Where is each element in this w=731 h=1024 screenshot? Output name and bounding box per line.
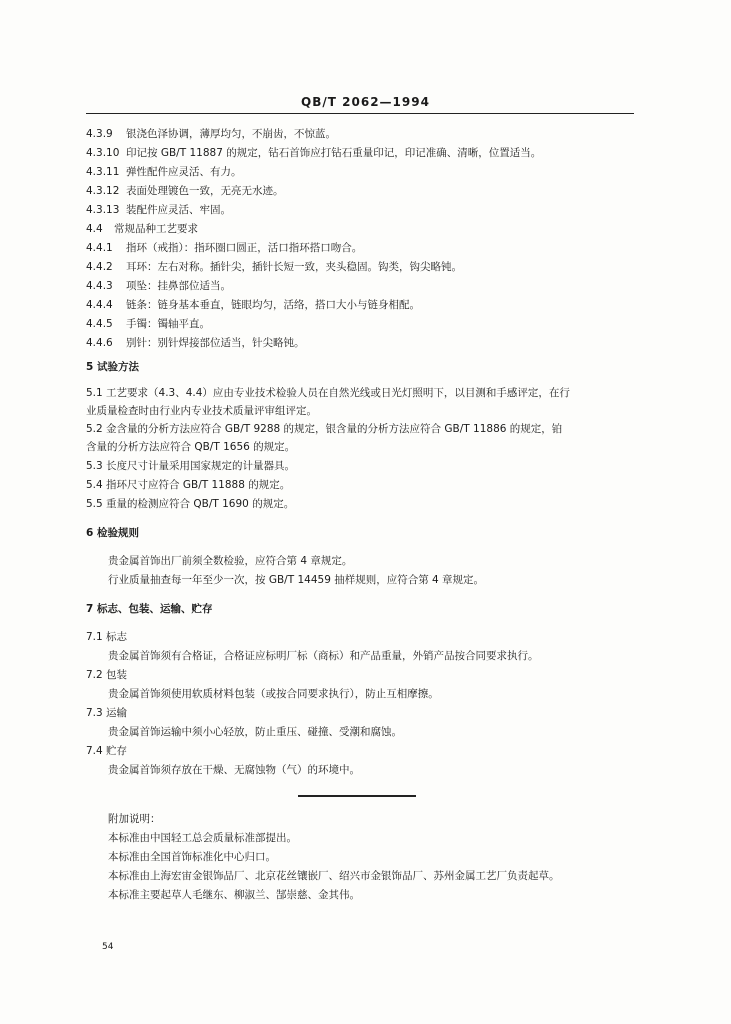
clause-4-4: 4.4 常规品种工艺要求 <box>86 223 198 235</box>
clause-5-5: 5.5 重量的检测应符合 QB/T 1690 的规定。 <box>86 498 295 510</box>
clause-4-4-5: 4.4.5 手镯：镯轴平直。 <box>86 318 210 330</box>
page-header: QB/T 2062—1994 <box>301 95 430 109</box>
end-rule <box>298 795 416 797</box>
page-number: 54 <box>102 942 114 952</box>
clause-4-4-1: 4.4.1 指环（戒指）：指环圈口圆正，活口指环搭口吻合。 <box>86 242 363 254</box>
clause-4-4-6: 4.4.6 别针：别针焊接部位适当，针尖略钝。 <box>86 337 305 349</box>
section-6-para-1: 贵金属首饰出厂前须全数检验，应符合第 4 章规定。 <box>108 555 353 567</box>
clause-4-3-11: 4.3.11 弹性配件应灵活、有力。 <box>86 166 242 178</box>
clause-4-4-2: 4.4.2 耳环：左右对称。插针尖，插针长短一致，夹头稳固。钩类，钩尖略钝。 <box>86 261 462 273</box>
clause-7-1-title: 7.1 标志 <box>86 631 128 643</box>
clause-5-4: 5.4 指环尺寸应符合 GB/T 11888 的规定。 <box>86 479 291 491</box>
clause-5-2-line1: 5.2 金含量的分析方法应符合 GB/T 9288 的规定，银含量的分析方法应符合 GB/T 11886 的规定，铂 <box>86 423 563 435</box>
header-rule <box>86 113 634 114</box>
clause-5-1-line1: 5.1 工艺要求（4.3、4.4）应由专业技术检验人员在自然光线或日光灯照明下，以目测和手感评定，在行 <box>86 387 570 399</box>
clause-7-2-title: 7.2 包装 <box>86 669 128 681</box>
notes-line-4: 本标准主要起草人毛继东、柳淑兰、郜崇慈、金其伟。 <box>108 889 360 901</box>
clause-4-4-3: 4.4.3 项坠：挂鼻部位适当。 <box>86 280 231 292</box>
notes-title: 附加说明： <box>108 813 161 825</box>
clause-7-2-text: 贵金属首饰须使用软质材料包装（或按合同要求执行），防止互相摩擦。 <box>108 688 439 700</box>
clause-4-3-12: 4.3.12 表面处理镀色一致，无亮无水迹。 <box>86 185 284 197</box>
clause-4-3-13: 4.3.13 装配件应灵活、牢固。 <box>86 204 231 216</box>
clause-7-3-title: 7.3 运输 <box>86 707 128 719</box>
clause-7-4-text: 贵金属首饰须存放在干燥、无腐蚀物（气）的环境中。 <box>108 764 360 776</box>
clause-7-3-text: 贵金属首饰运输中须小心轻放，防止重压、碰撞、受潮和腐蚀。 <box>108 726 402 738</box>
clause-7-1-text: 贵金属首饰须有合格证，合格证应标明厂标（商标）和产品重量，外销产品按合同要求执行。 <box>108 650 539 662</box>
section-6-para-2: 行业质量抽查每一年至少一次，按 GB/T 14459 抽样规则，应符合第 4 章规定。 <box>108 574 485 586</box>
clause-7-4-title: 7.4 贮存 <box>86 745 128 757</box>
clause-5-3: 5.3 长度尺寸计量采用国家规定的计量器具。 <box>86 460 296 472</box>
clause-4-4-4: 4.4.4 链条：链身基本垂直，链眼均匀，活络，搭口大小与链身相配。 <box>86 299 420 311</box>
notes-line-3: 本标准由上海宏宙金银饰品厂、北京花丝镶嵌厂、绍兴市金银饰品厂、苏州金属工艺厂负责起草。 <box>108 870 560 882</box>
section-6-heading: 6 检验规则 <box>86 527 139 539</box>
clause-4-3-9: 4.3.9 银浇色泽协调，薄厚均匀，不崩齿，不惊蓝。 <box>86 128 336 140</box>
notes-line-2: 本标准由全国首饰标准化中心归口。 <box>108 851 276 863</box>
notes-line-1: 本标准由中国轻工总会质量标准部提出。 <box>108 832 297 844</box>
clause-4-3-10: 4.3.10 印记按 GB/T 11887 的规定，钻石首饰应打钻石重量印记，印记准确、清晰，位置适当。 <box>86 147 542 159</box>
clause-5-2-line2: 含量的分析方法应符合 QB/T 1656 的规定。 <box>86 441 296 453</box>
clause-5-1-line2: 业质量检查时由行业内专业技术质量评审组评定。 <box>86 405 317 417</box>
section-7-heading: 7 标志、包装、运输、贮存 <box>86 603 213 615</box>
section-5-heading: 5 试验方法 <box>86 361 139 373</box>
